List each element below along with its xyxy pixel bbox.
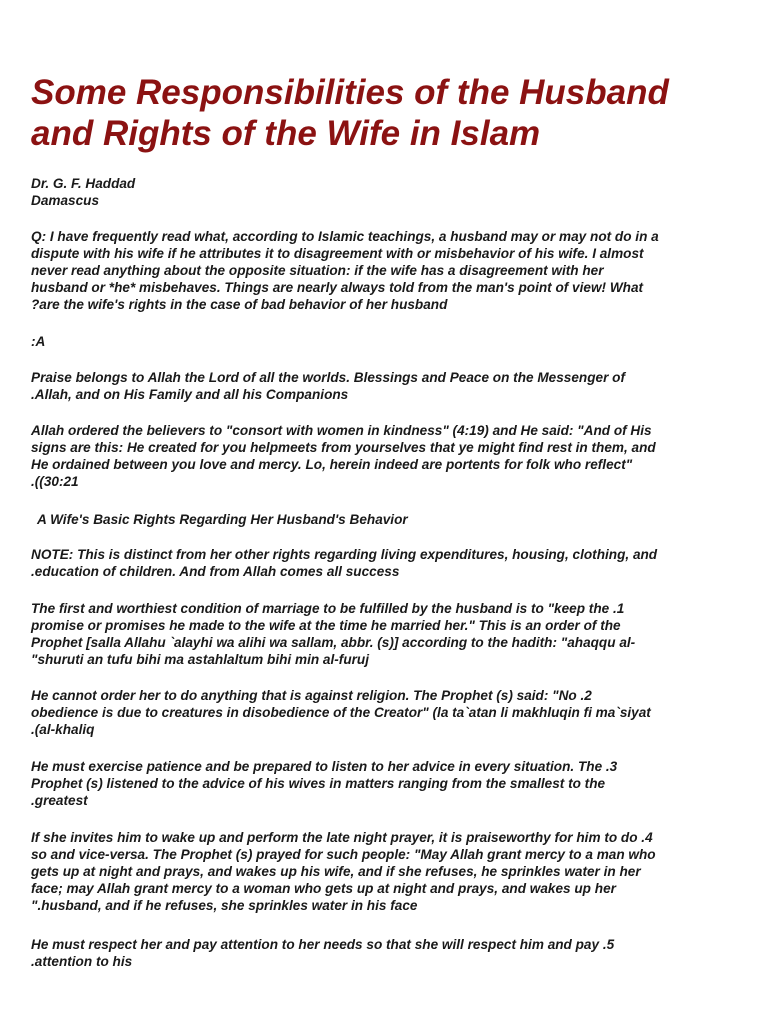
question-paragraph <box>31 228 743 313</box>
point-3-paragraph <box>31 758 743 809</box>
praise-paragraph <box>31 369 743 403</box>
title-line-1: Some Responsibilities of the Husband <box>31 73 669 112</box>
point-4-line: so and vice-versa. The Prophet (s) prayed for such people: "May Allah grant mercy to a man who <box>31 847 656 862</box>
author-name: Dr. G. F. Haddad <box>31 176 136 191</box>
point-5-paragraph <box>31 936 743 970</box>
page-title <box>31 72 751 154</box>
point-5-line: .attention to his <box>31 954 133 969</box>
point-2-line: obedience is due to creatures in disobedience of the Creator" (la ta`atan li makhluqin fi ma`siyat <box>31 705 651 720</box>
answer-label-block <box>31 333 743 350</box>
section-heading-block <box>31 511 743 528</box>
point-2-line: He cannot order her to do anything that is against religion. The Prophet (s) said: "No .2 <box>31 688 592 703</box>
question-line: never read anything about the opposite situation: if the wife has a disagreement with her <box>31 263 604 278</box>
point-5-line: He must respect her and pay attention to her needs so that she will respect him and pay .5 <box>31 937 615 952</box>
point-1-line: "shuruti an tufu bihi ma astahlaltum bihi min al-furuj <box>31 652 369 667</box>
point-4-line: If she invites him to wake up and perform the late night prayer, it is praiseworthy for him to do .4 <box>31 830 653 845</box>
answer-label: :A <box>31 334 46 349</box>
point-1-line: Prophet [salla Allahu `alayhi wa alihi wa sallam, abbr. (s)] according to the hadith: "ahaqqu al- <box>31 635 636 650</box>
note-line: .education of children. And from Allah comes all success <box>31 564 400 579</box>
point-4-line: gets up at night and prays, and wakes up his wife, and if she refuses, he sprinkles water in her <box>31 864 641 879</box>
question-line: husband or *he* misbehaves. Things are nearly always told from the man's point of view! What <box>31 280 644 295</box>
point-4-line: ".husband, and if he refuses, she sprinkles water in his face <box>31 898 418 913</box>
praise-line: .Allah, and on His Family and all his Companions <box>31 387 349 402</box>
point-1-paragraph <box>31 600 743 668</box>
point-3-line: Prophet (s) listened to the advice of his wives in matters ranging from the smallest to the <box>31 776 606 791</box>
section-heading: A Wife's Basic Rights Regarding Her Husband's Behavior <box>37 512 408 527</box>
author-location: Damascus <box>31 193 100 208</box>
point-1-line: promise or promises he made to the wife at the time he married her." This is an order of the <box>31 618 621 633</box>
point-3-line: .greatest <box>31 793 88 808</box>
point-4-line: face; may Allah grant mercy to a woman who gets up at night and prays, and wakes up her <box>31 881 616 896</box>
note-paragraph <box>31 546 743 580</box>
question-line: ?are the wife's rights in the case of bad behavior of her husband <box>31 297 448 312</box>
question-line: dispute with his wife if he attributes it to disagreement with or misbehavior of his wife. I almost <box>31 246 644 261</box>
point-4-paragraph <box>31 829 743 914</box>
verse-paragraph <box>31 422 743 490</box>
note-line: NOTE: This is distinct from her other rights regarding living expenditures, housing, clothing, and <box>31 547 658 562</box>
point-1-line: The first and worthiest condition of marriage to be fulfilled by the husband is to "keep the .1 <box>31 601 625 616</box>
verse-line: He ordained between you love and mercy. Lo, herein indeed are portents for folk who reflect" <box>31 457 633 472</box>
point-3-line: He must exercise patience and be prepared to listen to her advice in every situation. The .3 <box>31 759 618 774</box>
verse-line: Allah ordered the believers to "consort with women in kindness" (4:19) and He said: "And of His <box>31 423 652 438</box>
point-2-line: .(al-khaliq <box>31 722 95 737</box>
title-line-2: and Rights of the Wife in Islam <box>31 114 541 153</box>
question-line: Q: I have frequently read what, according to Islamic teachings, a husband may or may not do in a <box>31 229 659 244</box>
praise-line: Praise belongs to Allah the Lord of all the worlds. Blessings and Peace on the Messenger of <box>31 370 625 385</box>
point-2-paragraph <box>31 687 743 738</box>
byline <box>31 175 743 209</box>
verse-line: .((30:21 <box>31 474 79 489</box>
verse-line: signs are this: He created for you helpmeets from yourselves that ye might find rest in them, and <box>31 440 656 455</box>
